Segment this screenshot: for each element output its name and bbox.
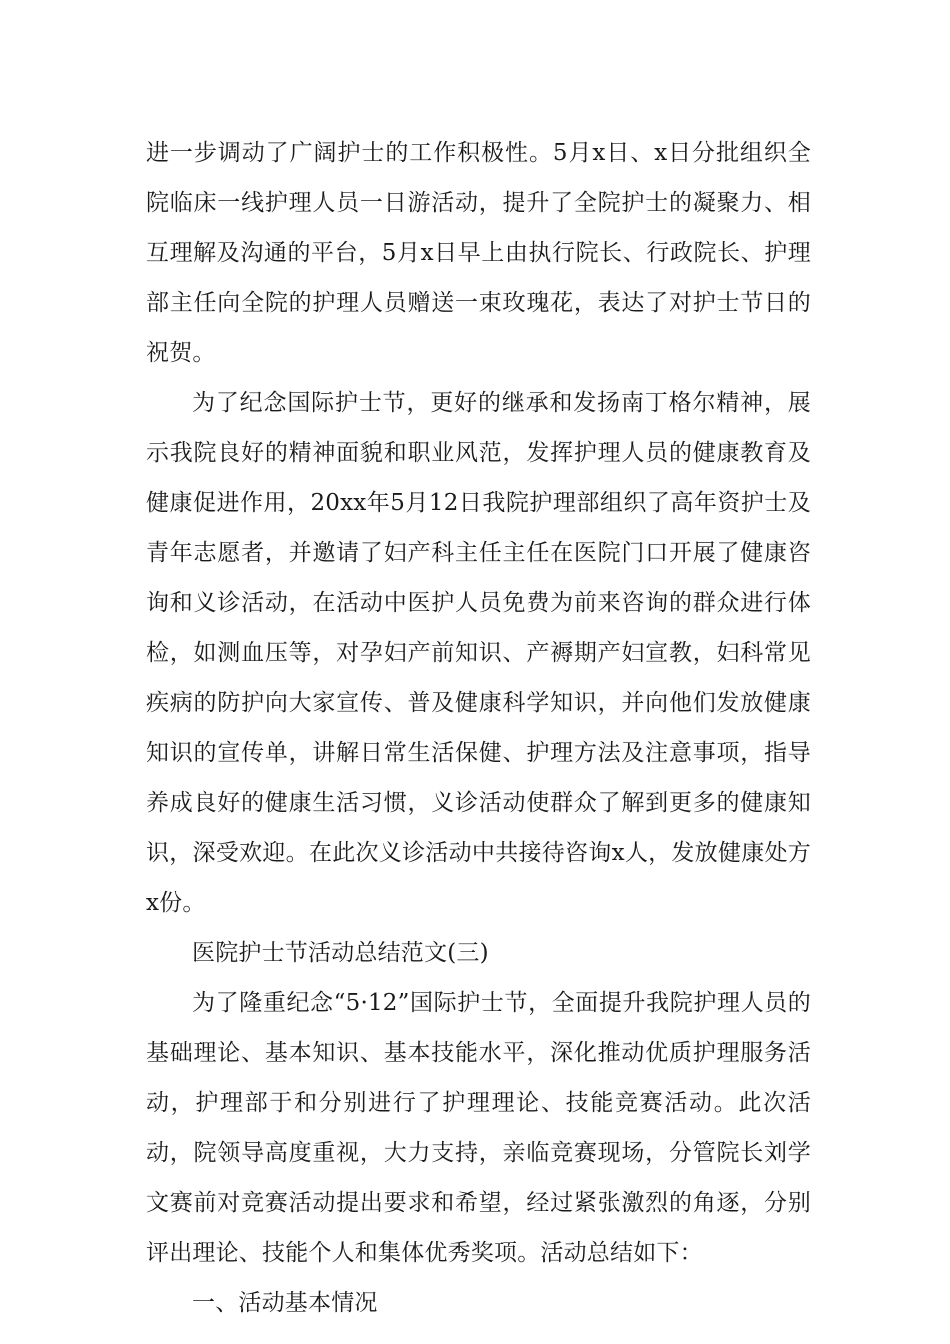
paragraph-continuation: 进一步调动了广阔护士的工作积极性。5月x日、x日分批组织全院临床一线护理人员一日游活动，提升了全院护士的凝聚力、相互理解及沟通的平台，5月x日早上由执行院长、行政院长、护理部主任向全院的护理人员赠送一束玫瑰花，表达了对护士节日的祝贺。 [146,140,811,366]
paragraph-competition: 为了隆重纪念“5·12”国际护士节，全面提升我院护理人员的基础理论、基本知识、基本技能水平，深化推动优质护理服务活动，护理部于和分别进行了护理理论、技能竞赛活动。此次活动，院领导高度重视，大力支持，亲临竞赛现场，分管院长刘学文赛前对竞赛活动提出要求和希望，经过紧张激烈的角逐，分别评出理论、技能个人和集体优秀奖项。活动总结如下： [146,990,811,1266]
paragraph-nurses-day-clinic: 为了纪念国际护士节，更好的继承和发扬南丁格尔精神，展示我院良好的精神面貌和职业风范，发挥护理人员的健康教育及健康促进作用，20xx年5月12日我院护理部组织了高年资护士及青年志愿者，并邀请了妇产科主任主任在医院门口开展了健康咨询和义诊活动，在活动中医护人员免费为前来咨询的群众进行体检，如测血压等，对孕妇产前知识、产褥期产妇宣教，妇科常见疾病的防护向大家宣传、普及健康科学知识，并向他们发放健康知识的宣传单，讲解日常生活保健、护理方法及注意事项，指导养成良好的健康生活习惯，义诊活动使群众了解到更多的健康知识，深受欢迎。在此次义诊活动中共接待咨询x人，发放健康处方x份。 [146,390,811,916]
section-title: 医院护士节活动总结范文(三) [192,940,489,966]
subsection-heading: 一、活动基本情况 [192,1290,378,1316]
document-body [146,128,811,1328]
